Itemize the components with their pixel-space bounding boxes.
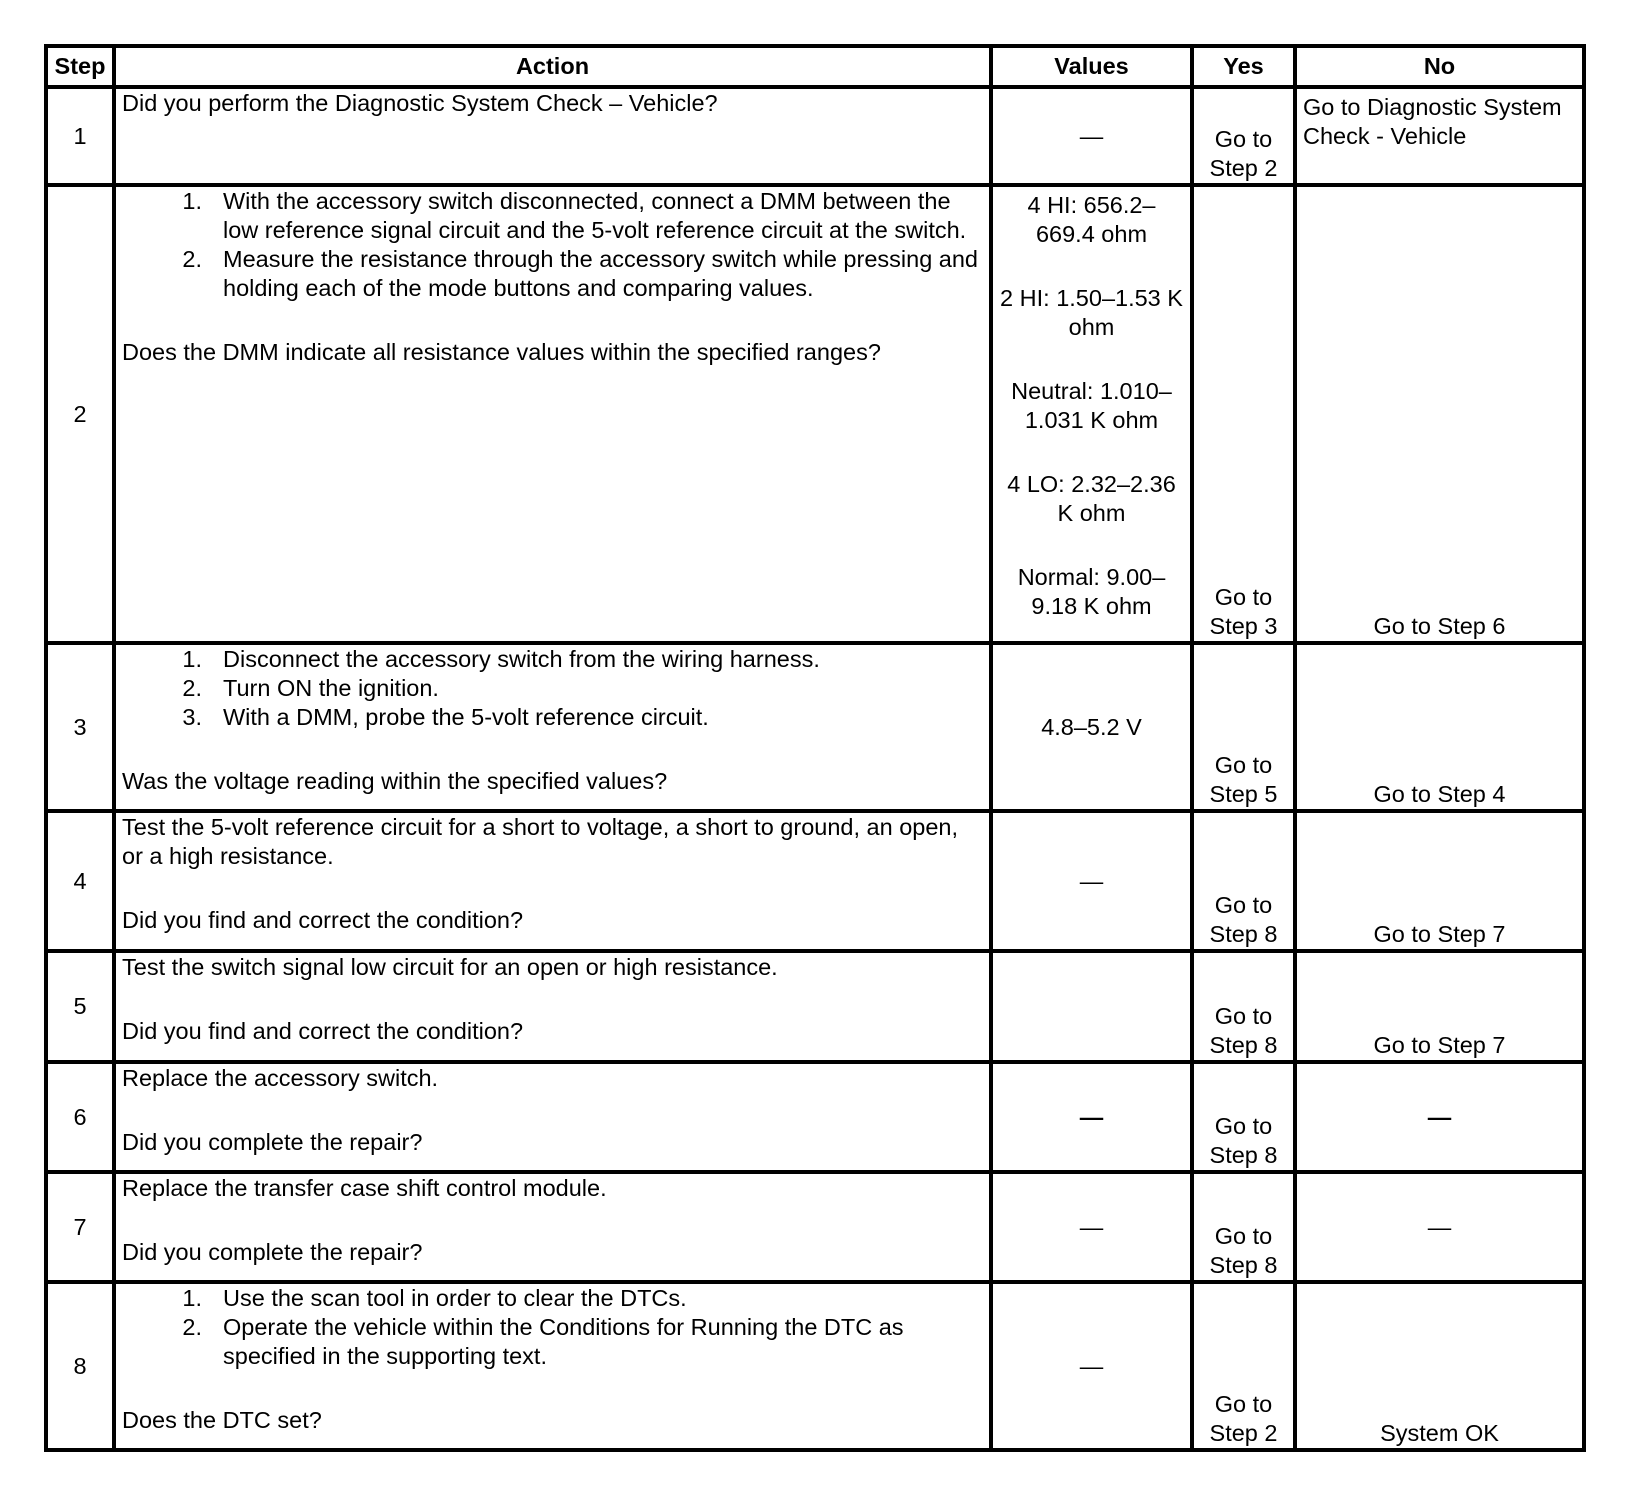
header-no: No	[1295, 46, 1584, 87]
step-number: 3	[46, 643, 114, 811]
yes-cell: Go to Step 2	[1192, 1282, 1295, 1450]
values-cell	[991, 185, 1192, 643]
action-question: Does the DTC set?	[122, 1407, 322, 1433]
table-row	[46, 1282, 1584, 1450]
action-question: Was the voltage reading within the specified values?	[122, 768, 668, 794]
value-range: 2 HI: 1.50–1.53 K ohm	[1000, 285, 1183, 340]
action-step-text: With the accessory switch disconnected, connect a DMM between the low reference signal circuit and the 5-volt reference circuit at the switch.	[223, 188, 967, 243]
action-question: Did you find and correct the condition?	[122, 907, 524, 933]
header-step: Step	[46, 46, 114, 87]
list-item: 1. With the accessory switch disconnected, connect a DMM between the low reference signal circuit and the 5-volt reference circuit at the switch.	[182, 188, 967, 243]
yes-cell: Go to Step 8	[1192, 951, 1295, 1062]
step-number: 1	[46, 87, 114, 185]
list-item: 3. With a DMM, probe the 5-volt reference circuit.	[182, 704, 709, 730]
no-cell: Go to Step 6	[1295, 185, 1584, 643]
yes-cell: Go to Step 2	[1192, 87, 1295, 185]
action-cell	[114, 811, 991, 951]
table-row	[46, 87, 1584, 185]
values-cell: —	[991, 1282, 1192, 1450]
action-cell	[114, 643, 991, 811]
action-step-text: Operate the vehicle within the Conditions for Running the DTC as specified in the supporting text.	[223, 1314, 904, 1369]
step-number: 7	[46, 1172, 114, 1282]
action-text: Test the switch signal low circuit for an open or high resistance.	[122, 954, 778, 980]
list-item: 1. Disconnect the accessory switch from the wiring harness.	[182, 646, 820, 672]
action-steps	[122, 645, 983, 732]
yes-cell: Go to Step 5	[1192, 643, 1295, 811]
action-step-text: Use the scan tool in order to clear the DTCs.	[223, 1285, 687, 1311]
header-action: Action	[114, 46, 991, 87]
step-number: 5	[46, 951, 114, 1062]
no-cell: Go to Step 7	[1295, 951, 1584, 1062]
yes-cell: Go to Step 8	[1192, 1172, 1295, 1282]
action-question: Did you find and correct the condition?	[122, 1018, 524, 1044]
yes-cell: Go to Step 8	[1192, 1062, 1295, 1172]
no-cell: Go to Step 7	[1295, 811, 1584, 951]
step-number: 4	[46, 811, 114, 951]
no-cell: Go to Step 4	[1295, 643, 1584, 811]
action-step-text: Disconnect the accessory switch from the wiring harness.	[223, 646, 820, 672]
no-cell: Go to Diagnostic System Check - Vehicle	[1295, 87, 1584, 185]
action-cell	[114, 1172, 991, 1282]
header-yes: Yes	[1192, 46, 1295, 87]
list-item: 2. Operate the vehicle within the Conditions for Running the DTC as specified in the supporting text.	[182, 1314, 904, 1369]
list-item: 1. Use the scan tool in order to clear the DTCs.	[182, 1285, 687, 1311]
step-number: 2	[46, 185, 114, 643]
no-cell: —	[1295, 1172, 1584, 1282]
values-cell: —	[991, 1062, 1192, 1172]
action-steps	[122, 187, 983, 303]
table-row	[46, 643, 1584, 811]
list-item: 2. Measure the resistance through the accessory switch while pressing and holding each of the mode buttons and comparing values.	[182, 246, 978, 301]
action-question: Did you complete the repair?	[122, 1239, 423, 1265]
value-range: 4 HI: 656.2–669.4 ohm	[1027, 192, 1156, 247]
action-step-text: Measure the resistance through the accessory switch while pressing and holding each of the mode buttons and comparing values.	[223, 246, 978, 301]
table-row	[46, 185, 1584, 643]
value-range: 4 LO: 2.32–2.36 K ohm	[1007, 471, 1176, 526]
action-cell	[114, 87, 991, 185]
no-cell: —	[1295, 1062, 1584, 1172]
action-text: Test the 5-volt reference circuit for a short to voltage, a short to ground, an open, or a high resistance.	[122, 814, 959, 869]
action-step-text: With a DMM, probe the 5-volt reference circuit.	[223, 704, 709, 730]
values-cell	[991, 951, 1192, 1062]
values-cell: 4.8–5.2 V	[991, 643, 1192, 811]
action-text: Replace the accessory switch.	[122, 1065, 439, 1091]
no-cell: System OK	[1295, 1282, 1584, 1450]
action-cell	[114, 951, 991, 1062]
table-row	[46, 1062, 1584, 1172]
step-number: 6	[46, 1062, 114, 1172]
action-text: Replace the transfer case shift control module.	[122, 1175, 607, 1201]
table-row	[46, 811, 1584, 951]
action-steps	[122, 1284, 983, 1371]
header-row	[46, 46, 1584, 87]
value-range: Normal: 9.00–9.18 K ohm	[1017, 564, 1166, 619]
action-text: Did you perform the Diagnostic System Check – Vehicle?	[122, 90, 718, 116]
diagnostic-table	[44, 44, 1586, 1452]
yes-cell: Go to Step 8	[1192, 811, 1295, 951]
action-question: Did you complete the repair?	[122, 1129, 423, 1155]
table-row	[46, 1172, 1584, 1282]
value-range: Neutral: 1.010–1.031 K ohm	[1011, 378, 1172, 433]
table-row	[46, 951, 1584, 1062]
list-item: 2. Turn ON the ignition.	[182, 675, 439, 701]
action-step-text: Turn ON the ignition.	[223, 675, 439, 701]
yes-cell: Go to Step 3	[1192, 185, 1295, 643]
action-cell	[114, 1282, 991, 1450]
values-cell: —	[991, 1172, 1192, 1282]
values-cell: —	[991, 811, 1192, 951]
header-values: Values	[991, 46, 1192, 87]
step-number: 8	[46, 1282, 114, 1450]
action-cell	[114, 185, 991, 643]
values-cell: —	[991, 87, 1192, 185]
action-cell	[114, 1062, 991, 1172]
action-question: Does the DMM indicate all resistance values within the specified ranges?	[122, 339, 881, 365]
